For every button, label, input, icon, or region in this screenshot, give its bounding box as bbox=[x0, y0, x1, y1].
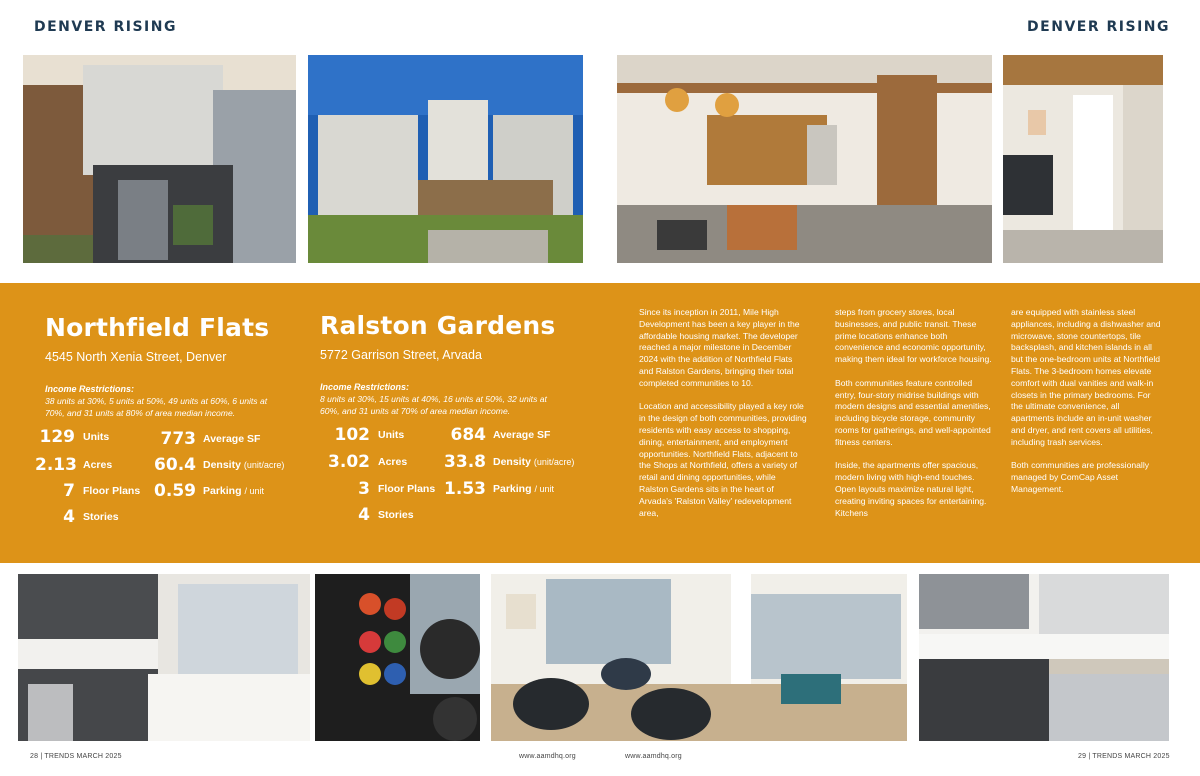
article-paragraph: Location and accessibility played a key role in the design of both communities, providing residents with easy access to shopping, dining, entertainment, and employment opportunities. Northfield Flats, adjacent to the Shops at Northfield, offers a variety of retail and dining opportunities, while Ralston Gardens sits in the heart of Arvada's 'Ralston Valley' redevelopment area, bbox=[639, 401, 807, 518]
photo-kitchen-2 bbox=[919, 574, 1169, 741]
article-paragraph: Inside, the apartments offer spacious, modern living with high-end touches. Open layouts maximize natural light, creating inviting spaces for entertaining. Kitchens bbox=[835, 460, 987, 518]
project-address: 5772 Garrison Street, Arvada bbox=[320, 348, 482, 362]
article-column-2 bbox=[835, 307, 993, 531]
income-restrictions-text: 8 units at 30%, 15 units at 40%, 16 units at 50%, 32 units at 60%, and 31 units at 70% of area median income. bbox=[320, 394, 547, 416]
stat-label: Parking bbox=[493, 483, 532, 495]
stat-unit: / unit bbox=[534, 484, 554, 494]
stat-value: 1.53 bbox=[444, 479, 486, 499]
article-column-1 bbox=[639, 307, 807, 531]
photo-community-room bbox=[617, 55, 992, 263]
stat-label: Units bbox=[83, 431, 110, 443]
stat-value: 7 bbox=[63, 481, 75, 501]
article-paragraph: are equipped with stainless steel appliances, including a dishwasher and microwave, stone countertops, tile backsplash, and kitchen islands in all but the one-bedroom units at Northfield Flats. The 3-bedroom homes elevate comfort with dual vanities and walk-in closets in the primary bedrooms. For the ultimate convenience, all apartments include an in-unit washer and dryer, and rent covers all utilities, including trash services. bbox=[1011, 307, 1161, 447]
project-title: Ralston Gardens bbox=[320, 311, 556, 340]
section-header-left: DENVER RISING bbox=[34, 19, 177, 35]
stat-value: 33.8 bbox=[444, 452, 486, 472]
article-paragraph: Both communities feature controlled entry, four-story midrise buildings with modern designs and essential amenities, including bicycle storage, community rooms for gatherings, and well-appointed fitness centers. bbox=[835, 377, 991, 447]
stat-unit: (unit/acre) bbox=[243, 460, 285, 470]
photo-kitchen-1 bbox=[18, 574, 310, 741]
project-address: 4545 North Xenia Street, Denver bbox=[45, 350, 227, 364]
income-restrictions-text: 38 units at 30%, 5 units at 50%, 49 units at 60%, 6 units at 70%, and 31 units at 80% of area median income. bbox=[45, 396, 268, 418]
stat-label: Stories bbox=[83, 511, 119, 523]
stat-value: 4 bbox=[358, 505, 370, 525]
income-restrictions-title: Income Restrictions: bbox=[320, 382, 410, 392]
photo-northfield-aerial bbox=[23, 55, 296, 263]
stat-value: 0.59 bbox=[154, 481, 196, 501]
stat-label: Average SF bbox=[203, 433, 261, 445]
stat-value: 3.02 bbox=[328, 452, 370, 472]
stat-label: Acres bbox=[83, 459, 113, 471]
stat-value: 129 bbox=[39, 427, 75, 447]
stat-value: 60.4 bbox=[154, 455, 196, 475]
stat-label: Density bbox=[493, 456, 531, 468]
stat-value: 684 bbox=[450, 425, 486, 445]
section-header-right: DENVER RISING bbox=[1027, 19, 1170, 35]
photo-fitness-center bbox=[315, 574, 480, 741]
photo-lounge bbox=[491, 574, 907, 741]
footer-left: 28 | TRENDS MARCH 2025 bbox=[30, 753, 122, 760]
article-column-3 bbox=[1011, 307, 1161, 508]
article-paragraph: Both communities are professionally managed by ComCap Asset Management. bbox=[1011, 460, 1150, 494]
project-title: Northfield Flats bbox=[45, 313, 270, 342]
project-ralston bbox=[320, 311, 560, 417]
photo-hallway-mailboxes bbox=[1003, 55, 1163, 263]
footer-right: 29 | TRENDS MARCH 2025 bbox=[1078, 753, 1170, 760]
stat-label: Stories bbox=[378, 509, 414, 521]
stat-value: 4 bbox=[63, 507, 75, 527]
stat-label: Floor Plans bbox=[83, 485, 141, 497]
stat-label: Density bbox=[203, 459, 241, 471]
footer-url-left[interactable]: www.aamdhq.org bbox=[519, 753, 576, 760]
stat-value: 773 bbox=[160, 429, 196, 449]
stat-unit: (unit/acre) bbox=[533, 457, 575, 467]
article-paragraph: steps from grocery stores, local businesses, and public transit. These prime locations enhance both convenience and economic opportunity, making them ideal for workforce housing. bbox=[835, 307, 992, 365]
stat-label: Floor Plans bbox=[378, 483, 436, 495]
stat-label: Units bbox=[378, 429, 405, 441]
footer-url-right[interactable]: www.aamdhq.org bbox=[625, 753, 682, 760]
income-restrictions-title: Income Restrictions: bbox=[45, 384, 135, 394]
stat-label: Average SF bbox=[493, 429, 551, 441]
photo-ralston-exterior bbox=[308, 55, 583, 263]
stat-label: Acres bbox=[378, 456, 408, 468]
article-paragraph: Since its inception in 2011, Mile High Development has been a key player in the affordable housing market. The developer reached a major milestone in December 2024 with the addition of Northfield Flats and Ralston Gardens, bringing their total completed communities to 10. bbox=[639, 307, 800, 388]
stat-value: 102 bbox=[334, 425, 370, 445]
project-northfield bbox=[45, 313, 285, 419]
stat-unit: / unit bbox=[244, 486, 264, 496]
stat-label: Parking bbox=[203, 485, 242, 497]
stat-value: 3 bbox=[358, 479, 370, 499]
stat-value: 2.13 bbox=[35, 455, 77, 475]
